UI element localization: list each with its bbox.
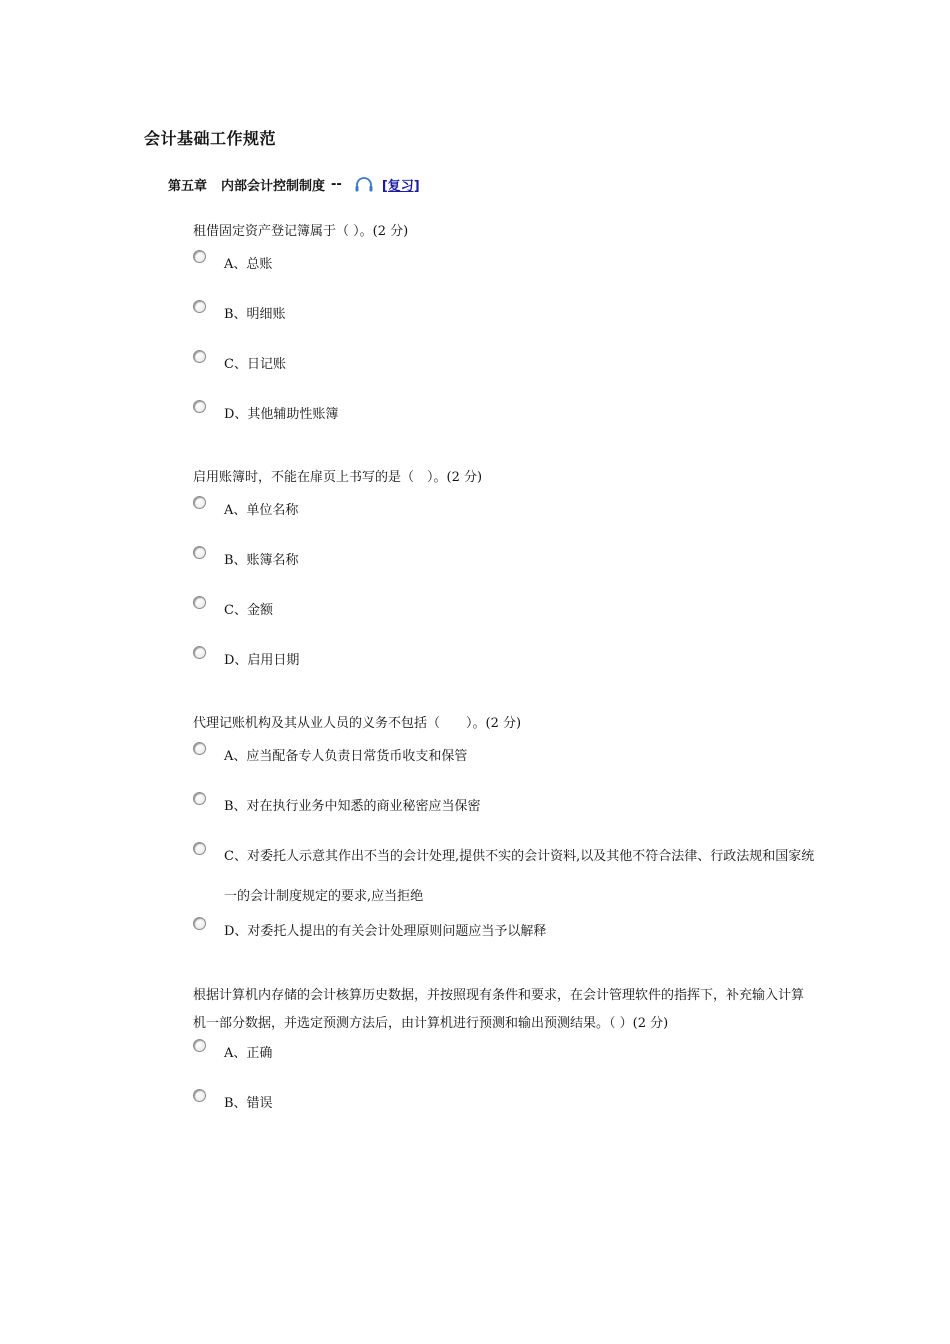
option-label: C、日记账 xyxy=(224,357,286,372)
option-label: A、应当配备专人负责日常货币收支和保管 xyxy=(224,749,468,764)
question-4-option-b[interactable] xyxy=(193,1084,818,1124)
document-title: 会计基础工作规范 xyxy=(144,129,277,148)
question-2-option-b[interactable] xyxy=(193,541,818,581)
radio-button[interactable] xyxy=(193,1089,206,1102)
chapter-separator: -- xyxy=(331,177,342,192)
question-3-option-c[interactable] xyxy=(193,837,818,917)
question-1-option-c[interactable] xyxy=(193,345,818,385)
radio-button[interactable] xyxy=(193,792,206,805)
option-label: D、启用日期 xyxy=(224,653,300,668)
option-label: B、账簿名称 xyxy=(224,553,299,568)
review-link[interactable]: [复习] xyxy=(381,179,420,194)
question-2-option-d[interactable] xyxy=(193,641,818,681)
radio-button[interactable] xyxy=(193,350,206,363)
headset-icon[interactable] xyxy=(354,177,374,193)
radio-button[interactable] xyxy=(193,250,206,263)
option-label: A、正确 xyxy=(224,1046,273,1061)
question-3-option-d[interactable] xyxy=(193,912,818,952)
radio-button[interactable] xyxy=(193,917,206,930)
option-label: B、对在执行业务中知悉的商业秘密应当保密 xyxy=(224,799,481,814)
option-label: A、单位名称 xyxy=(224,503,299,518)
option-label: A、总账 xyxy=(224,257,273,272)
chapter-label: 第五章 xyxy=(168,179,208,194)
option-label: D、对委托人提出的有关会计处理原则问题应当予以解释 xyxy=(224,924,547,939)
chapter-name: 内部会计控制制度 xyxy=(221,179,326,194)
question-3-option-a[interactable] xyxy=(193,737,818,777)
radio-button[interactable] xyxy=(193,496,206,509)
question-1-option-b[interactable] xyxy=(193,295,818,335)
radio-button[interactable] xyxy=(193,300,206,313)
radio-button[interactable] xyxy=(193,1039,206,1052)
question-4-option-a[interactable] xyxy=(193,1034,818,1074)
radio-button[interactable] xyxy=(193,400,206,413)
question-2-option-c[interactable] xyxy=(193,591,818,631)
question-1-option-a[interactable] xyxy=(193,245,818,285)
option-label: C、金额 xyxy=(224,603,273,618)
option-label: B、错误 xyxy=(224,1096,273,1111)
radio-button[interactable] xyxy=(193,596,206,609)
option-label: D、其他辅助性账簿 xyxy=(224,407,339,422)
question-2-text: 启用账簿时，不能在扉页上书写的是（ ）。(2 分) xyxy=(193,470,483,485)
option-label: B、明细账 xyxy=(224,307,286,322)
radio-button[interactable] xyxy=(193,742,206,755)
radio-button[interactable] xyxy=(193,842,206,855)
question-4-text: 根据计算机内存储的会计核算历史数据，并按照现有条件和要求，在会计管理软件的指挥下，补充输入计算机一部分数据，并选定预测方法后，由计算机进行预测和输出预测结果。（ ）(2 分) xyxy=(193,988,805,1031)
question-3-text: 代理记账机构及其从业人员的义务不包括（ ）。(2 分) xyxy=(193,716,522,731)
question-1-text: 租借固定资产登记簿属于（ ）。(2 分) xyxy=(193,224,409,239)
question-2-option-a[interactable] xyxy=(193,491,818,531)
question-3-option-b[interactable] xyxy=(193,787,818,827)
radio-button[interactable] xyxy=(193,646,206,659)
option-label: C、对委托人示意其作出不当的会计处理,提供不实的会计资料,以及其他不符合法律、行政法规和国家统一的会计制度规定的要求,应当拒绝 xyxy=(224,849,815,904)
question-1-option-d[interactable] xyxy=(193,395,818,435)
chapter-heading xyxy=(168,175,420,194)
radio-button[interactable] xyxy=(193,546,206,559)
